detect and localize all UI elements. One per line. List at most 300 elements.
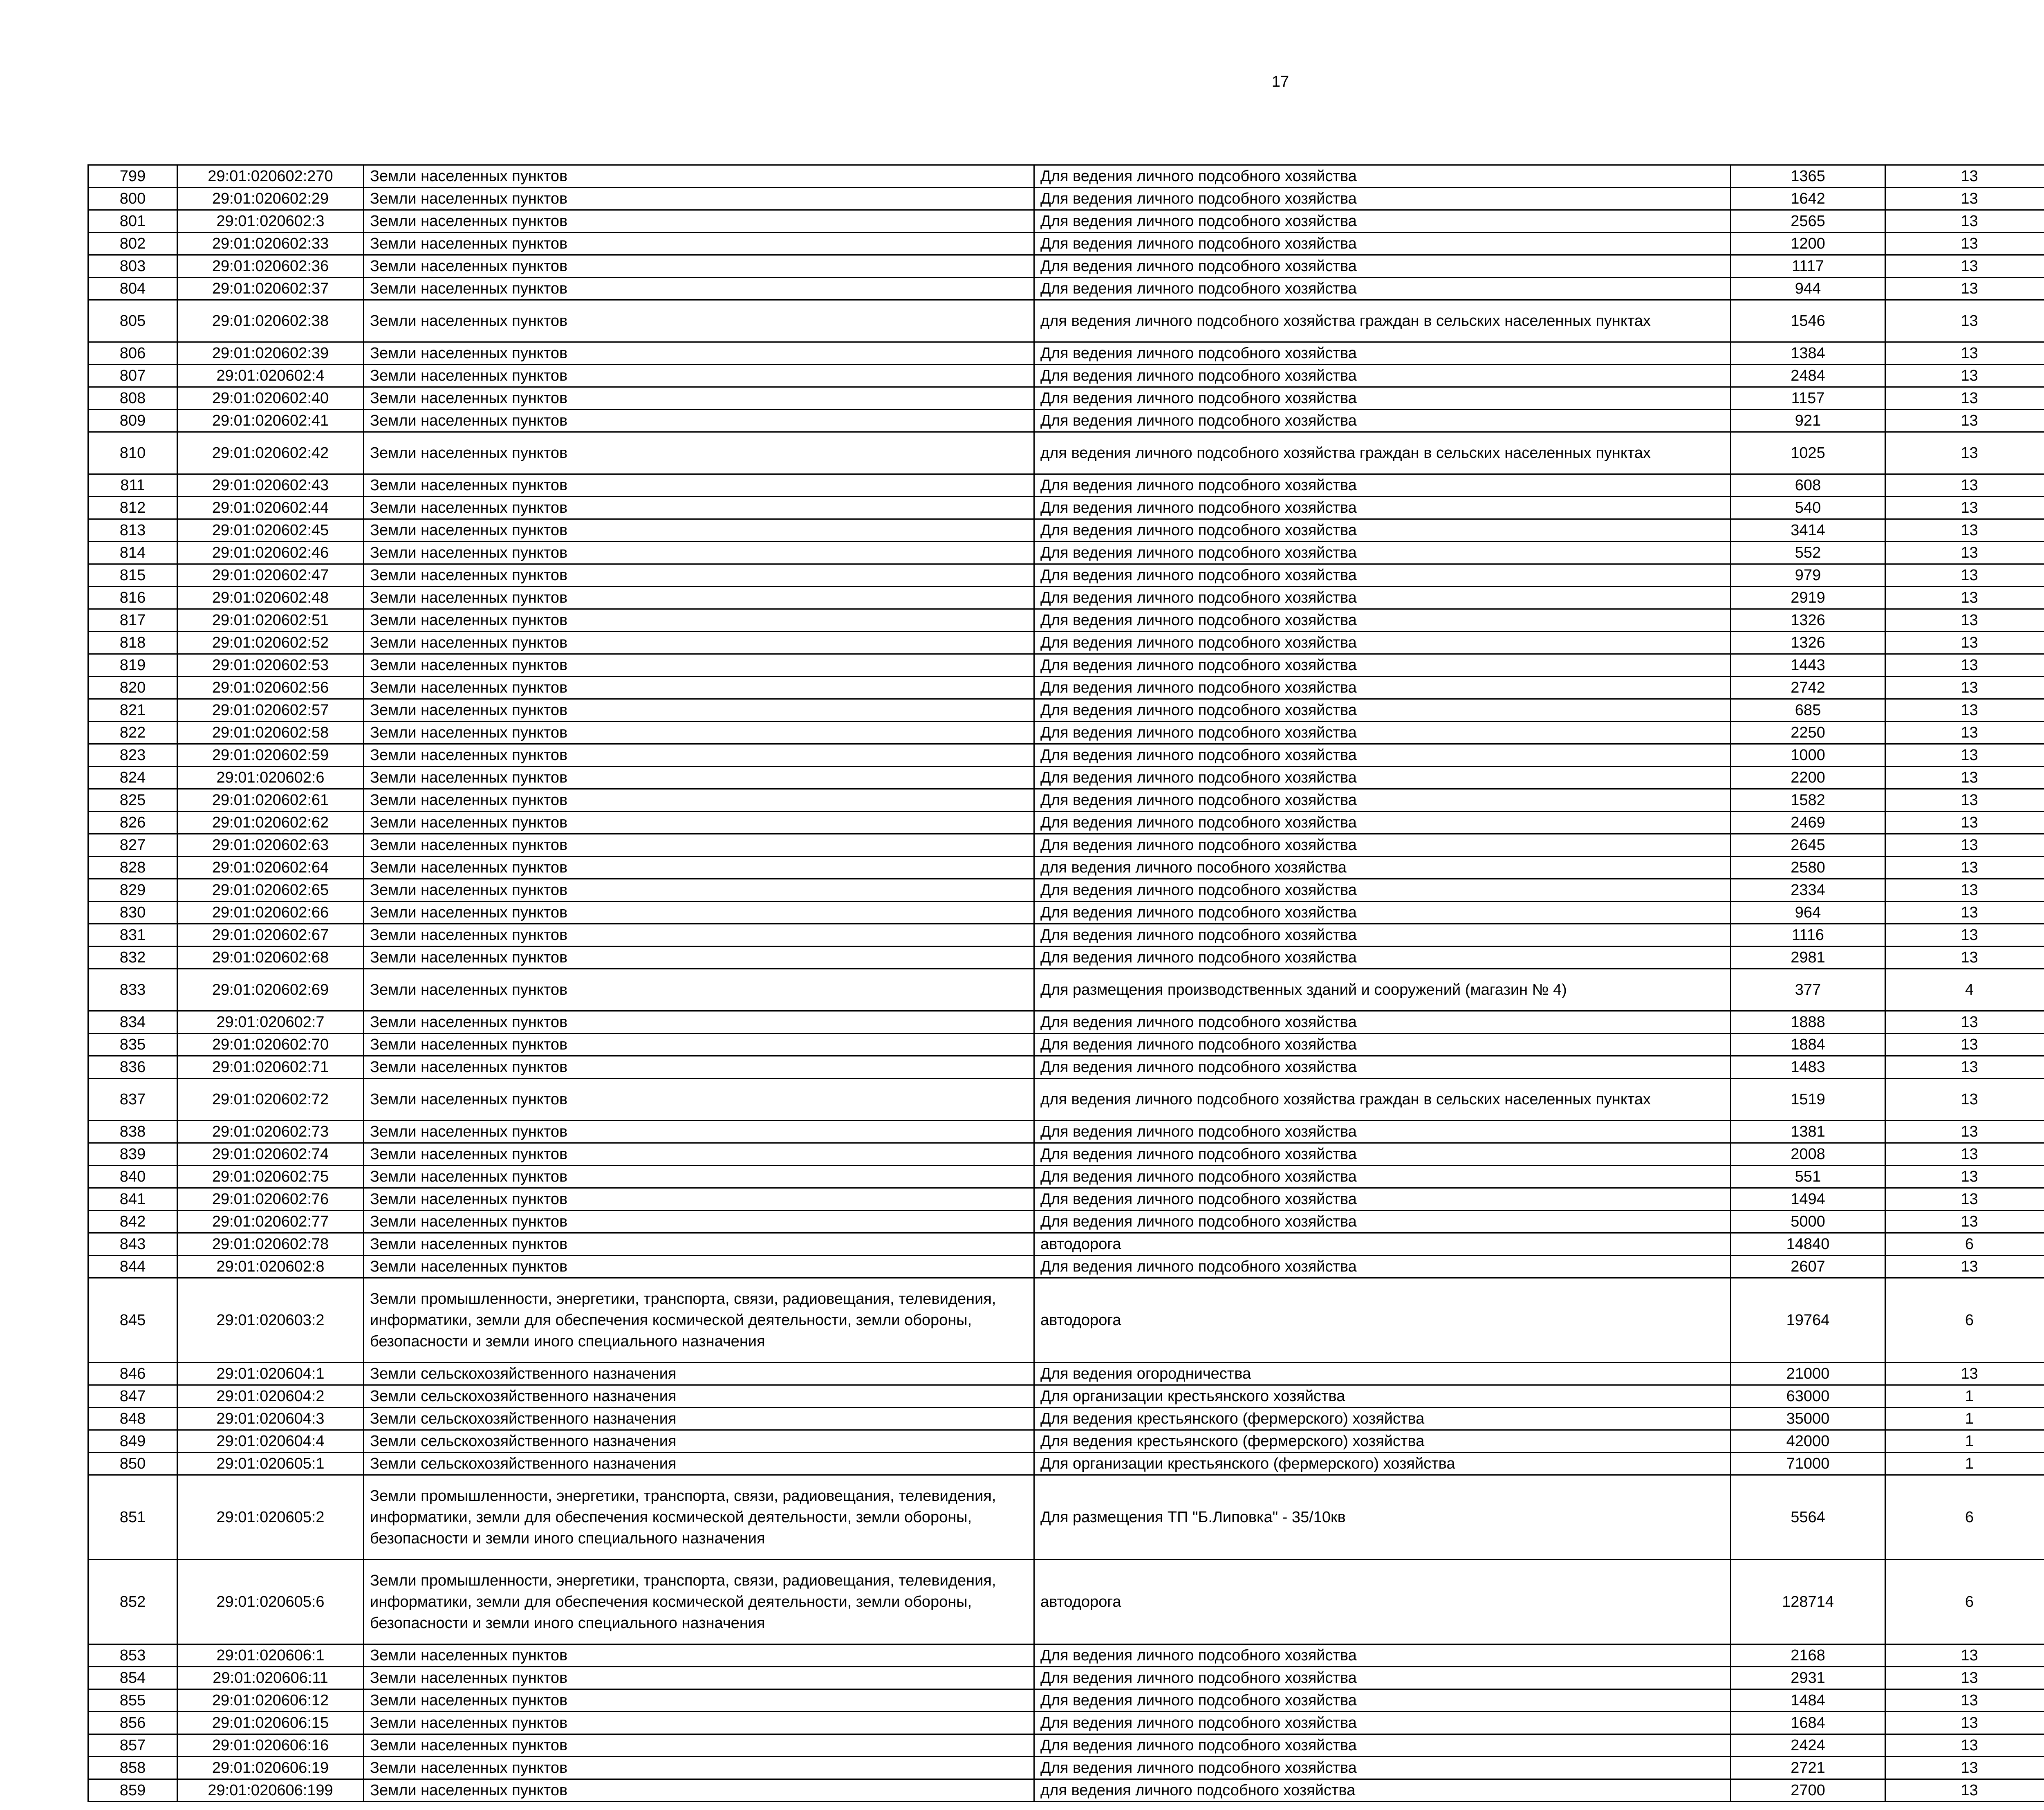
cell-permitted-use: Для ведения личного подсобного хозяйства [1034,767,1731,789]
table-row [88,1734,2044,1757]
table-row [88,902,2044,924]
cell-permitted-use: Для ведения личного подсобного хозяйства [1034,812,1731,834]
cell-group-code: 13 [1885,1667,2044,1689]
cell-group-code: 13 [1885,542,2044,564]
cell-area: 1116 [1731,924,1885,946]
cell-group-code: 1 [1885,1453,2044,1475]
cell-area: 1582 [1731,789,1885,812]
cell-row-number: 805 [88,300,177,342]
table-row [88,632,2044,654]
cell-group-code: 4 [1885,969,2044,1011]
cell-cadastral-number: 29:01:020602:42 [177,432,364,474]
table-row [88,1385,2044,1408]
cell-group-code: 13 [1885,300,2044,342]
cell-land-category: Земли населенных пунктов [364,1166,1034,1188]
cell-land-category: Земли населенных пунктов [364,654,1034,677]
table-row [88,1408,2044,1430]
cell-land-category: Земли населенных пунктов [364,1079,1034,1121]
cell-land-category: Земли населенных пунктов [364,699,1034,722]
cell-cadastral-number: 29:01:020604:1 [177,1363,364,1385]
cell-area: 1546 [1731,300,1885,342]
cell-cadastral-number: 29:01:020602:68 [177,946,364,969]
cell-land-category: Земли населенных пунктов [364,1056,1034,1079]
cell-group-code: 13 [1885,1363,2044,1385]
cell-cadastral-number: 29:01:020602:6 [177,767,364,789]
cell-permitted-use: Для ведения личного подсобного хозяйства [1034,278,1731,300]
table-row [88,255,2044,278]
table-row [88,210,2044,233]
cell-cadastral-number: 29:01:020602:66 [177,902,364,924]
cell-group-code: 13 [1885,278,2044,300]
cell-permitted-use: Для ведения личного подсобного хозяйства [1034,564,1731,587]
cell-permitted-use: автодорога [1034,1560,1731,1644]
cell-row-number: 802 [88,233,177,255]
cell-row-number: 809 [88,410,177,432]
cell-land-category: Земли населенных пунктов [364,564,1034,587]
cell-group-code: 13 [1885,632,2044,654]
cell-land-category: Земли населенных пунктов [364,1757,1034,1779]
table-row [88,1211,2044,1233]
cell-area: 964 [1731,902,1885,924]
table-row [88,1143,2044,1166]
cell-group-code: 13 [1885,410,2044,432]
table-row [88,946,2044,969]
cell-area: 2168 [1731,1644,1885,1667]
cell-land-category: Земли населенных пунктов [364,1121,1034,1143]
cell-group-code: 6 [1885,1278,2044,1363]
cell-area: 685 [1731,699,1885,722]
cell-land-category: Земли населенных пунктов [364,632,1034,654]
cell-row-number: 855 [88,1689,177,1712]
cell-permitted-use: Для ведения личного подсобного хозяйства [1034,1143,1731,1166]
cell-area: 1000 [1731,744,1885,767]
cell-land-category: Земли населенных пунктов [364,767,1034,789]
cell-land-category: Земли населенных пунктов [364,210,1034,233]
cell-group-code: 13 [1885,564,2044,587]
cell-permitted-use: Для ведения личного подсобного хозяйства [1034,210,1731,233]
cell-land-category: Земли сельскохозяйственного назначения [364,1385,1034,1408]
cell-permitted-use: Для размещения производственных зданий и сооружений (магазин № 4) [1034,969,1731,1011]
cell-land-category: Земли населенных пунктов [364,609,1034,632]
cell-row-number: 816 [88,587,177,609]
cell-cadastral-number: 29:01:020602:56 [177,677,364,699]
cell-permitted-use: Для ведения личного подсобного хозяйства [1034,1166,1731,1188]
table-row [88,1453,2044,1475]
cell-area: 2334 [1731,879,1885,902]
table-row [88,1689,2044,1712]
cell-land-category: Земли сельскохозяйственного назначения [364,1408,1034,1430]
cell-group-code: 1 [1885,1408,2044,1430]
cell-cadastral-number: 29:01:020606:15 [177,1712,364,1734]
cell-area: 21000 [1731,1363,1885,1385]
cell-land-category: Земли населенных пунктов [364,474,1034,497]
cell-area: 551 [1731,1166,1885,1188]
cell-land-category: Земли населенных пунктов [364,188,1034,210]
cell-permitted-use: Для размещения ТП "Б.Липовка" - 35/10кв [1034,1475,1731,1560]
cell-cadastral-number: 29:01:020606:19 [177,1757,364,1779]
cell-area: 3414 [1731,519,1885,542]
cell-land-category: Земли населенных пунктов [364,233,1034,255]
cell-land-category: Земли населенных пунктов [364,1188,1034,1211]
cell-area: 63000 [1731,1385,1885,1408]
cell-row-number: 853 [88,1644,177,1667]
table-row [88,410,2044,432]
cell-cadastral-number: 29:01:020602:72 [177,1079,364,1121]
cell-permitted-use: Для ведения личного подсобного хозяйства [1034,789,1731,812]
cell-area: 1381 [1731,1121,1885,1143]
cell-cadastral-number: 29:01:020602:47 [177,564,364,587]
cell-permitted-use: Для ведения личного подсобного хозяйства [1034,609,1731,632]
cell-area: 2469 [1731,812,1885,834]
cell-row-number: 857 [88,1734,177,1757]
cell-permitted-use: Для ведения личного подсобного хозяйства [1034,255,1731,278]
cell-land-category: Земли населенных пунктов [364,432,1034,474]
cell-area: 1484 [1731,1689,1885,1712]
cell-permitted-use: Для ведения личного подсобного хозяйства [1034,587,1731,609]
cell-group-code: 13 [1885,1712,2044,1734]
cell-permitted-use: Для ведения личного подсобного хозяйства [1034,879,1731,902]
table-row [88,1256,2044,1278]
cell-area: 1443 [1731,654,1885,677]
cell-land-category: Земли населенных пунктов [364,789,1034,812]
table-row [88,1644,2044,1667]
table-row [88,342,2044,365]
cell-cadastral-number: 29:01:020602:270 [177,165,364,188]
cell-cadastral-number: 29:01:020605:6 [177,1560,364,1644]
cell-row-number: 848 [88,1408,177,1430]
cell-row-number: 845 [88,1278,177,1363]
cell-permitted-use: Для ведения личного подсобного хозяйства [1034,722,1731,744]
cell-group-code: 13 [1885,1121,2044,1143]
cell-permitted-use: Для ведения личного подсобного хозяйства [1034,542,1731,564]
cell-permitted-use: Для ведения личного подсобного хозяйства [1034,1056,1731,1079]
cell-cadastral-number: 29:01:020605:2 [177,1475,364,1560]
cell-area: 1494 [1731,1188,1885,1211]
table-row [88,699,2044,722]
cell-cadastral-number: 29:01:020602:64 [177,857,364,879]
cell-row-number: 852 [88,1560,177,1644]
cell-row-number: 826 [88,812,177,834]
cell-area: 1684 [1731,1712,1885,1734]
cell-permitted-use: автодорога [1034,1278,1731,1363]
table-row [88,564,2044,587]
cell-land-category: Земли населенных пунктов [364,1689,1034,1712]
table-row [88,519,2044,542]
cell-permitted-use: Для организации крестьянского хозяйства [1034,1385,1731,1408]
cell-area: 71000 [1731,1453,1885,1475]
cell-group-code: 13 [1885,432,2044,474]
cell-cadastral-number: 29:01:020602:45 [177,519,364,542]
cell-land-category: Земли населенных пунктов [364,1143,1034,1166]
cell-cadastral-number: 29:01:020602:40 [177,387,364,410]
cell-row-number: 801 [88,210,177,233]
cell-row-number: 822 [88,722,177,744]
cell-area: 19764 [1731,1278,1885,1363]
cell-area: 2721 [1731,1757,1885,1779]
cell-group-code: 13 [1885,834,2044,857]
cell-cadastral-number: 29:01:020602:41 [177,410,364,432]
cell-cadastral-number: 29:01:020602:44 [177,497,364,519]
cell-cadastral-number: 29:01:020602:53 [177,654,364,677]
cell-area: 944 [1731,278,1885,300]
cell-land-category: Земли населенных пунктов [364,677,1034,699]
cell-cadastral-number: 29:01:020602:48 [177,587,364,609]
cell-land-category: Земли населенных пунктов [364,1034,1034,1056]
cell-cadastral-number: 29:01:020602:59 [177,744,364,767]
cell-permitted-use: Для ведения личного подсобного хозяйства [1034,1188,1731,1211]
cell-row-number: 850 [88,1453,177,1475]
cell-cadastral-number: 29:01:020602:67 [177,924,364,946]
cell-cadastral-number: 29:01:020602:52 [177,632,364,654]
cell-group-code: 13 [1885,1211,2044,1233]
cell-area: 1326 [1731,609,1885,632]
cell-group-code: 13 [1885,387,2044,410]
cell-cadastral-number: 29:01:020605:1 [177,1453,364,1475]
cell-permitted-use: Для ведения личного подсобного хозяйства [1034,387,1731,410]
cell-row-number: 812 [88,497,177,519]
cell-permitted-use: Для ведения крестьянского (фермерского) хозяйства [1034,1408,1731,1430]
cell-cadastral-number: 29:01:020602:4 [177,365,364,387]
cell-group-code: 13 [1885,1757,2044,1779]
cell-row-number: 825 [88,789,177,812]
cell-land-category: Земли сельскохозяйственного назначения [364,1453,1034,1475]
cell-cadastral-number: 29:01:020602:78 [177,1233,364,1256]
cell-permitted-use: для ведения личного подсобного хозяйства граждан в сельских населенных пунктах [1034,432,1731,474]
cell-row-number: 806 [88,342,177,365]
cell-land-category: Земли населенных пунктов [364,342,1034,365]
cell-area: 1157 [1731,387,1885,410]
cell-land-category: Земли населенных пунктов [364,255,1034,278]
cell-land-category: Земли населенных пунктов [364,387,1034,410]
cell-permitted-use: Для ведения личного подсобного хозяйства [1034,677,1731,699]
cell-group-code: 13 [1885,519,2044,542]
cell-permitted-use: Для ведения личного подсобного хозяйства [1034,519,1731,542]
cell-group-code: 13 [1885,210,2044,233]
cell-group-code: 13 [1885,654,2044,677]
cell-row-number: 811 [88,474,177,497]
cell-group-code: 13 [1885,1779,2044,1802]
table-row [88,278,2044,300]
cell-land-category: Земли населенных пунктов [364,722,1034,744]
cell-cadastral-number: 29:01:020602:8 [177,1256,364,1278]
cell-land-category: Земли населенных пунктов [364,365,1034,387]
cell-land-category: Земли населенных пунктов [364,497,1034,519]
cell-permitted-use: автодорога [1034,1233,1731,1256]
table-row [88,609,2044,632]
cell-area: 14840 [1731,1233,1885,1256]
cell-permitted-use: для ведения личного подсобного хозяйства граждан в сельских населенных пунктах [1034,300,1731,342]
table-row [88,474,2044,497]
cell-group-code: 13 [1885,857,2044,879]
cell-group-code: 6 [1885,1233,2044,1256]
cell-row-number: 834 [88,1011,177,1034]
table-row [88,834,2044,857]
cell-row-number: 803 [88,255,177,278]
cell-cadastral-number: 29:01:020603:2 [177,1278,364,1363]
cell-land-category: Земли населенных пунктов [364,834,1034,857]
cell-land-category: Земли населенных пунктов [364,812,1034,834]
cell-group-code: 1 [1885,1430,2044,1453]
table-row [88,1056,2044,1079]
cell-land-category: Земли сельскохозяйственного назначения [364,1430,1034,1453]
cell-group-code: 6 [1885,1560,2044,1644]
cell-permitted-use: Для ведения личного подсобного хозяйства [1034,188,1731,210]
table-row [88,365,2044,387]
cell-cadastral-number: 29:01:020602:77 [177,1211,364,1233]
cell-area: 1326 [1731,632,1885,654]
cell-row-number: 823 [88,744,177,767]
cell-cadastral-number: 29:01:020606:12 [177,1689,364,1712]
cell-land-category: Земли населенных пунктов [364,924,1034,946]
cell-cadastral-number: 29:01:020602:38 [177,300,364,342]
cell-group-code: 13 [1885,946,2044,969]
cell-permitted-use: Для ведения личного подсобного хозяйства [1034,699,1731,722]
table-row [88,587,2044,609]
cell-land-category: Земли населенных пунктов [364,519,1034,542]
cell-cadastral-number: 29:01:020602:29 [177,188,364,210]
cell-row-number: 813 [88,519,177,542]
cell-row-number: 840 [88,1166,177,1188]
cell-cadastral-number: 29:01:020602:36 [177,255,364,278]
cell-row-number: 800 [88,188,177,210]
cell-group-code: 13 [1885,1034,2044,1056]
cell-cadastral-number: 29:01:020606:11 [177,1667,364,1689]
cell-group-code: 13 [1885,255,2044,278]
cell-land-category: Земли населенных пунктов [364,969,1034,1011]
table-row [88,542,2044,564]
cell-group-code: 13 [1885,789,2044,812]
cell-cadastral-number: 29:01:020602:63 [177,834,364,857]
cell-permitted-use: Для ведения личного подсобного хозяйства [1034,497,1731,519]
cell-area: 35000 [1731,1408,1885,1430]
cell-cadastral-number: 29:01:020606:1 [177,1644,364,1667]
cell-land-category: Земли населенных пунктов [364,1779,1034,1802]
cell-permitted-use: Для ведения личного подсобного хозяйства [1034,902,1731,924]
cell-cadastral-number: 29:01:020604:4 [177,1430,364,1453]
cell-permitted-use: Для ведения личного подсобного хозяйства [1034,924,1731,946]
table-row [88,1560,2044,1644]
table-row [88,165,2044,188]
table-row [88,654,2044,677]
cell-row-number: 815 [88,564,177,587]
cell-area: 2645 [1731,834,1885,857]
cell-permitted-use: Для ведения огородничества [1034,1363,1731,1385]
cell-cadastral-number: 29:01:020602:37 [177,278,364,300]
cell-land-category: Земли населенных пунктов [364,1211,1034,1233]
cell-land-category: Земли промышленности, энергетики, транспорта, связи, радиовещания, телевидения, информатики, земли для обеспечения космической деятельности, земли обороны, безопасности и земли иного специального назначения [364,1560,1034,1644]
table-row [88,722,2044,744]
cell-row-number: 818 [88,632,177,654]
cell-area: 2742 [1731,677,1885,699]
table-row [88,300,2044,342]
cell-row-number: 854 [88,1667,177,1689]
cell-group-code: 13 [1885,767,2044,789]
cell-group-code: 13 [1885,609,2044,632]
cell-area: 2580 [1731,857,1885,879]
table-row [88,233,2044,255]
table-row [88,1034,2044,1056]
cell-row-number: 827 [88,834,177,857]
table-row [88,1278,2044,1363]
table-row [88,879,2044,902]
table-row [88,767,2044,789]
cell-group-code: 13 [1885,1056,2044,1079]
cell-land-category: Земли промышленности, энергетики, транспорта, связи, радиовещания, телевидения, информатики, земли для обеспечения космической деятельности, земли обороны, безопасности и земли иного специального назначения [364,1278,1034,1363]
cell-group-code: 1 [1885,1385,2044,1408]
cell-land-category: Земли населенных пунктов [364,1233,1034,1256]
cell-land-category: Земли населенных пунктов [364,300,1034,342]
cell-group-code: 13 [1885,902,2044,924]
cell-land-category: Земли населенных пунктов [364,1256,1034,1278]
cell-area: 2008 [1731,1143,1885,1166]
cell-area: 1483 [1731,1056,1885,1079]
cell-land-category: Земли населенных пунктов [364,744,1034,767]
cell-row-number: 799 [88,165,177,188]
cell-cadastral-number: 29:01:020606:199 [177,1779,364,1802]
table-row [88,1079,2044,1121]
cell-land-category: Земли промышленности, энергетики, транспорта, связи, радиовещания, телевидения, информатики, земли для обеспечения космической деятельности, земли обороны, безопасности и земли иного специального назначения [364,1475,1034,1560]
cell-area: 1642 [1731,188,1885,210]
table-row [88,969,2044,1011]
cell-area: 979 [1731,564,1885,587]
cell-cadastral-number: 29:01:020604:3 [177,1408,364,1430]
cell-permitted-use: Для ведения личного подсобного хозяйства [1034,1121,1731,1143]
cell-row-number: 851 [88,1475,177,1560]
cell-row-number: 808 [88,387,177,410]
cell-group-code: 13 [1885,1166,2044,1188]
cell-group-code: 13 [1885,744,2044,767]
land-parcel-table [87,164,2044,1802]
cell-area: 2981 [1731,946,1885,969]
cell-row-number: 841 [88,1188,177,1211]
cell-land-category: Земли населенных пунктов [364,410,1034,432]
cell-area: 1884 [1731,1034,1885,1056]
cell-permitted-use: Для ведения личного подсобного хозяйства [1034,1034,1731,1056]
cell-permitted-use: Для ведения личного подсобного хозяйства [1034,834,1731,857]
cell-permitted-use: Для ведения личного подсобного хозяйства [1034,744,1731,767]
cell-row-number: 832 [88,946,177,969]
cell-cadastral-number: 29:01:020602:3 [177,210,364,233]
cell-permitted-use: Для ведения личного подсобного хозяйства [1034,1689,1731,1712]
cell-area: 2200 [1731,767,1885,789]
cell-row-number: 821 [88,699,177,722]
cell-land-category: Земли населенных пунктов [364,587,1034,609]
cell-land-category: Земли населенных пунктов [364,902,1034,924]
cell-group-code: 13 [1885,879,2044,902]
table-row [88,1430,2044,1453]
cell-group-code: 13 [1885,497,2044,519]
table-row [88,1166,2044,1188]
table-row [88,1667,2044,1689]
cell-cadastral-number: 29:01:020602:58 [177,722,364,744]
cell-cadastral-number: 29:01:020602:65 [177,879,364,902]
cell-permitted-use: Для ведения личного подсобного хозяйства [1034,1734,1731,1757]
cell-group-code: 13 [1885,677,2044,699]
table-row [88,857,2044,879]
cell-permitted-use: Для ведения личного подсобного хозяйства [1034,165,1731,188]
cell-row-number: 835 [88,1034,177,1056]
cell-row-number: 844 [88,1256,177,1278]
cell-group-code: 13 [1885,722,2044,744]
cell-cadastral-number: 29:01:020602:70 [177,1034,364,1056]
cell-cadastral-number: 29:01:020602:57 [177,699,364,722]
cell-area: 1384 [1731,342,1885,365]
cell-permitted-use: Для ведения крестьянского (фермерского) хозяйства [1034,1430,1731,1453]
cell-permitted-use: Для ведения личного подсобного хозяйства [1034,1644,1731,1667]
cell-area: 608 [1731,474,1885,497]
cell-group-code: 13 [1885,812,2044,834]
table-row [88,812,2044,834]
